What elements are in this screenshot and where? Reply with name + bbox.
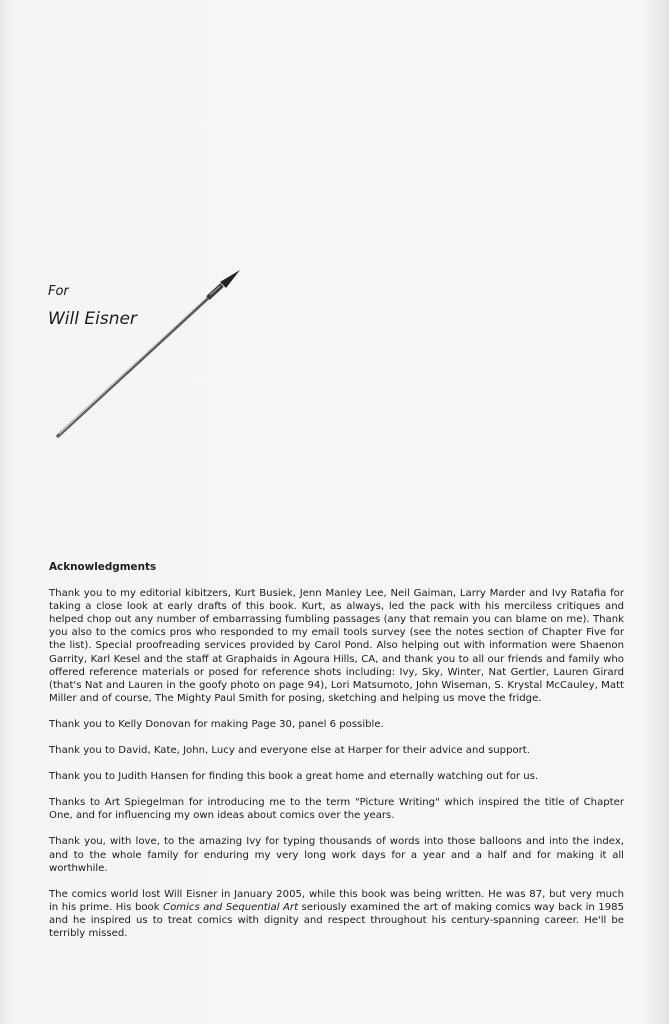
paintbrush-icon (50, 262, 250, 442)
ack-final-text-after: seriously examined the art of making comics way back in 1985 and he inspired us to treat comics with dignity and respect throughout his century-spanning career. He'll be terribly missed. (49, 901, 624, 939)
ack-paragraph: Thank you to Kelly Donovan for making Page 30, panel 6 possible. (49, 718, 384, 730)
ack-paragraph-final (49, 888, 624, 940)
ack-paragraph: Thank you, with love, to the amazing Ivy for typing thousands of words into those balloons and into the index, and to the whole family for enduring my very long work days for a year and a half and for making it all worthwhile. (49, 836, 624, 874)
ack-final-book-title: Comics and Sequential Art (163, 901, 299, 913)
acknowledgments-heading: Acknowledgments (49, 561, 157, 573)
ack-paragraph: Thanks to Art Spiegelman for introducing me to the term "Picture Writing" which inspired the title of Chapter One, and for influencing my own ideas about comics over the years. (49, 797, 624, 822)
ack-paragraph: Thank you to my editorial kibitzers, Kurt Busiek, Jenn Manley Lee, Neil Gaiman, Larry Marder and Ivy Ratafia for taking a close look at early drafts of this book. Kurt, as always, led the pack with his merciless critiques and helped chop out any number of embarrassing fumbling passages (any that remain you can blame on me). Thank you also to the comics pros who responded to my email tools survey (see the notes section of Chapter Five for the list). Special proofreading services provided by Carol Pond. Also helping out with information were Shaenon Garrity, Karl Kesel and the staff at Graphaids in Agoura Hills, CA, and thank you to all our friends and family who offered reference materials or posed for reference shots including: Ivy, Sky, Winter, Nat Gertler, Lauren Girard (that's Nat and Lauren in the goofy photo on page 94), Lori Matsumoto, John Wiseman, S. Krystal McCauley, Matt Miller and of course, The Mighty Paul Smith for posing, sketching and helping us move the fridge. (49, 588, 624, 704)
dedication-prefix: For (48, 284, 69, 299)
ack-paragraph: Thank you to David, Kate, John, Lucy and everyone else at Harper for their advice and support. (49, 745, 530, 757)
ack-paragraph: Thank you to Judith Hansen for finding this book a great home and eternally watching out for us. (49, 771, 539, 783)
dedication-name: Will Eisner (48, 309, 137, 329)
ack-final-text-before: The comics world lost Will Eisner in January 2005, while this book was being written. He was 87, but very much in his prime. His book (49, 888, 624, 913)
acknowledgments-section (49, 561, 624, 940)
